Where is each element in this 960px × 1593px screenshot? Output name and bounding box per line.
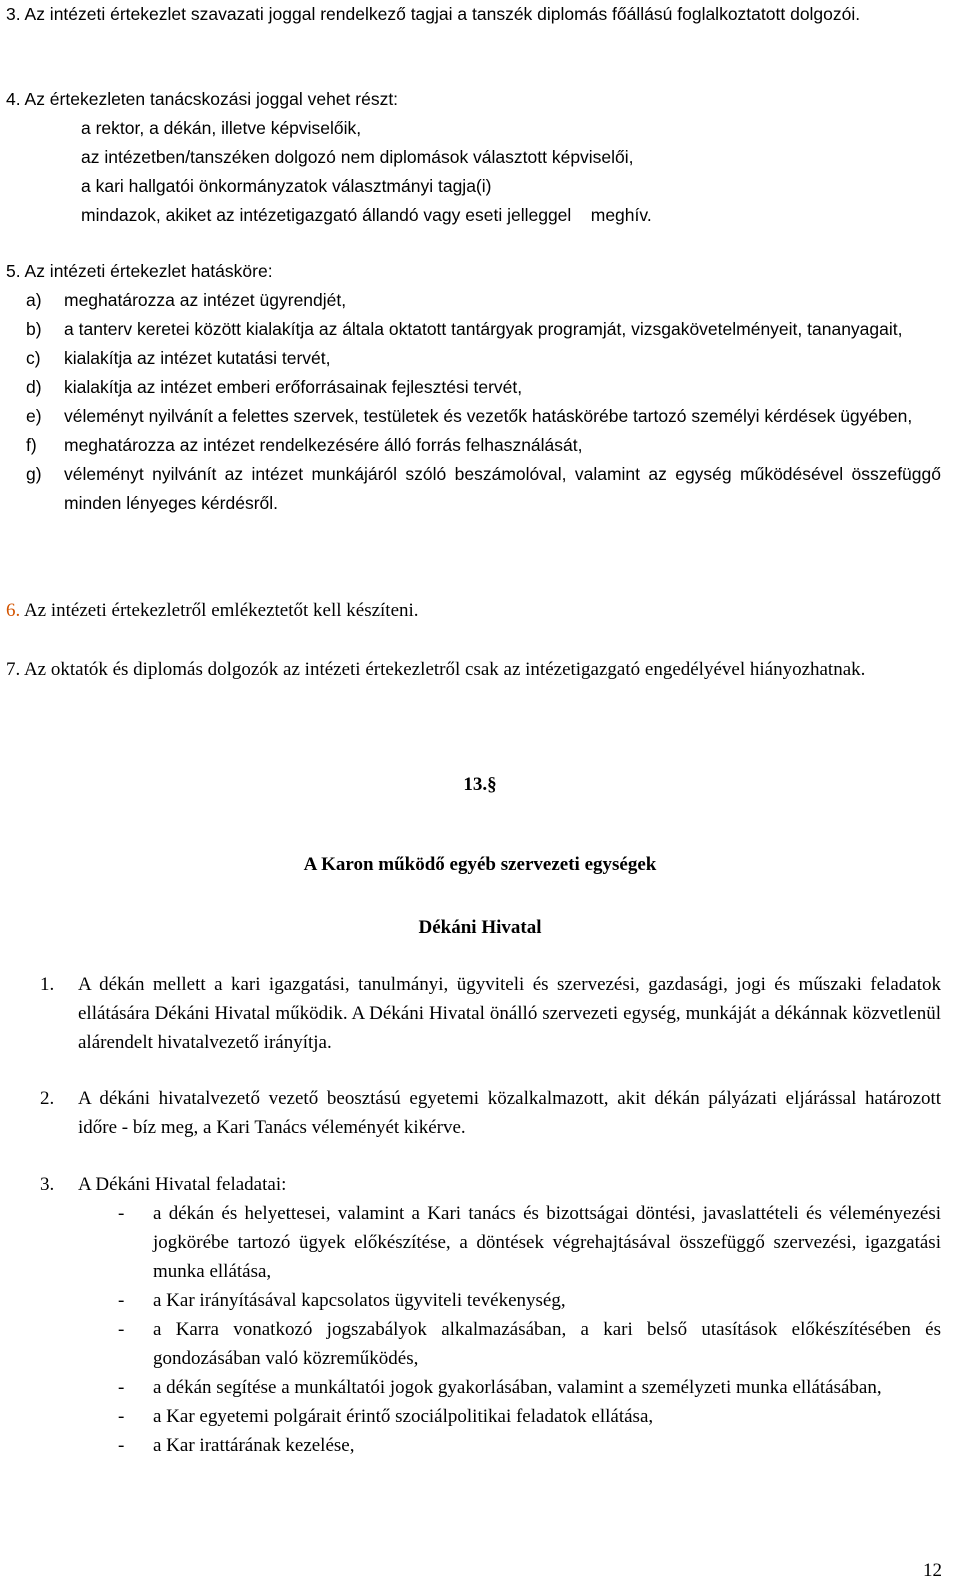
list-item-text: a Kar irattárának kezelése, — [153, 1435, 355, 1456]
section-title: A Karon működő egyéb szervezeti egységek — [303, 854, 657, 875]
list-item-label: e) — [26, 406, 42, 426]
list-item — [6, 344, 941, 373]
paragraph-item-5 — [6, 257, 941, 518]
paragraph-dh-3 — [6, 1170, 941, 1460]
list-item — [6, 315, 941, 344]
list-item-text: a tanterv keretei között kialakítja az általa oktatott tantárgyak programját, vizsgakövetelményeit, tananyagait, — [64, 319, 903, 339]
list-item-label: b) — [26, 319, 42, 339]
item-4-line: az intézetben/tanszéken dolgozó nem diplomások választott képviselői, — [81, 147, 634, 167]
section-number: 13.§ — [463, 774, 497, 795]
list-item-text: kialakítja az intézet emberi erőforrásainak fejlesztési tervét, — [64, 377, 523, 397]
item-5-number: 5. — [6, 261, 21, 281]
list-item-text: a Kar egyetemi polgárait érintő szociálpolitikai feladatok ellátása, — [153, 1406, 654, 1427]
dh-3-number: 3. — [40, 1174, 55, 1195]
list-item-label: d) — [26, 377, 42, 397]
item-7-text: Az oktatók és diplomás dolgozók az intézeti értekezletről csak az intézetigazgató engedélyével hiányozhatnak. — [23, 659, 866, 680]
item-6-number: 6. — [6, 600, 21, 621]
list-item-dash: - — [118, 1203, 125, 1224]
list-item — [6, 1315, 941, 1373]
list-item — [6, 460, 941, 518]
list-item — [6, 373, 941, 402]
item-4-line: a rektor, a dékán, illetve képviselőik, — [81, 118, 362, 138]
item-4-line: a kari hallgatói önkormányzatok választmányi tagja(i) — [81, 176, 492, 196]
item-3-number: 3. — [6, 4, 21, 24]
list-item — [6, 1199, 941, 1286]
list-item — [6, 1431, 941, 1460]
list-item — [6, 1373, 941, 1402]
list-item-text: a dékán segítése a munkáltatói jogok gyakorlásában, valamint a személyzeti munka ellátásában, — [153, 1377, 882, 1398]
dh-2-text: A dékáni hivatalvezető vezető beosztású egyetemi közalkalmazott, akit dékán pályázati eljárással határozott időre - bíz meg, a Kari Tanács véleményét kikérve. — [78, 1088, 941, 1138]
list-item — [6, 1402, 941, 1431]
list-item-text: a Kar irányításával kapcsolatos ügyviteli tevékenység, — [153, 1290, 566, 1311]
item-7-number: 7. — [6, 659, 21, 680]
dh-3-list — [6, 1199, 941, 1460]
item-4-number: 4. — [6, 89, 21, 109]
dh-1-text: A dékán mellett a kari igazgatási, tanulmányi, ügyviteli és szervezési, gazdasági, jogi és műszaki feladatok ellátására Dékáni Hivatal működik. A Dékáni Hivatal önálló szervezeti egység, munkáját a dékánnak közvetlenül alárendelt hivatalvezető irányítja. — [78, 974, 941, 1053]
item-4-list — [6, 114, 941, 230]
item-5-intro: Az intézeti értekezlet hatásköre: — [24, 261, 273, 281]
list-item-label: g) — [26, 464, 42, 484]
list-item-text: meghatározza az intézet ügyrendjét, — [64, 290, 347, 310]
paragraph-item-4 — [6, 85, 941, 230]
list-item — [6, 286, 941, 315]
item-6-text: Az intézeti értekezletről emlékeztetőt kell készíteni. — [23, 600, 419, 621]
list-item-text: véleményt nyilvánít az intézet munkájáról szóló beszámolóval, valamint az egység működésével összefüggő minden lényeges kérdésről. — [64, 464, 941, 513]
list-item-text: kialakítja az intézet kutatási tervét, — [64, 348, 331, 368]
list-item-label: c) — [26, 348, 41, 368]
dh-1-row — [40, 970, 941, 1057]
list-item-text: véleményt nyilvánít a felettes szervek, testületek és vezetők hatáskörébe tartozó személyi kérdések ügyében, — [64, 406, 913, 426]
paragraph-dh-1 — [40, 970, 941, 1057]
list-item-text: meghatározza az intézet rendelkezésére álló forrás felhasználását, — [64, 435, 583, 455]
item-4-intro-line — [6, 85, 941, 114]
section-subtitle: Dékáni Hivatal — [418, 917, 542, 938]
list-item-text: a Karra vonatkozó jogszabályok alkalmazásában, a kari belső utasítások előkészítésében és gondozásában való közreműködés, — [153, 1319, 941, 1369]
dh-3-intro-line — [6, 1170, 941, 1199]
item-5-intro-line — [6, 257, 941, 286]
dh-3-intro: A Dékáni Hivatal feladatai: — [78, 1174, 287, 1195]
dh-1-number: 1. — [40, 974, 55, 995]
paragraph-dh-2 — [40, 1084, 941, 1142]
list-item-dash: - — [118, 1406, 125, 1427]
list-item-text: a dékán és helyettesei, valamint a Kari tanács és bizottságai döntési, javaslattételi és véleményezési jogkörébe tartozó ügyek előkészítése, a döntések végrehajtásával összefüggő szervezési, igazgatási munka ellátása, — [153, 1203, 941, 1282]
paragraph-item-3 — [6, 0, 941, 29]
paragraph-item-7 — [6, 655, 941, 684]
dh-2-row — [40, 1084, 941, 1142]
list-item-dash: - — [118, 1377, 125, 1398]
list-item — [6, 431, 941, 460]
item-4-line: mindazok, akiket az intézetigazgató állandó vagy eseti jelleggel meghív. — [81, 205, 652, 225]
item-4-intro: Az értekezleten tanácskozási joggal vehet részt: — [24, 89, 399, 109]
list-item — [6, 1286, 941, 1315]
list-item — [6, 402, 941, 431]
page-number: 12 — [923, 1560, 942, 1581]
item-3-text: Az intézeti értekezlet szavazati joggal rendelkező tagjai a tanszék diplomás főállású foglalkoztatott dolgozói. — [24, 4, 861, 24]
dh-2-number: 2. — [40, 1088, 55, 1109]
list-item-dash: - — [118, 1290, 125, 1311]
list-item-dash: - — [118, 1319, 125, 1340]
list-item-label: a) — [26, 290, 42, 310]
list-item-label: f) — [26, 435, 37, 455]
list-item-dash: - — [118, 1435, 125, 1456]
paragraph-item-6 — [6, 596, 941, 625]
